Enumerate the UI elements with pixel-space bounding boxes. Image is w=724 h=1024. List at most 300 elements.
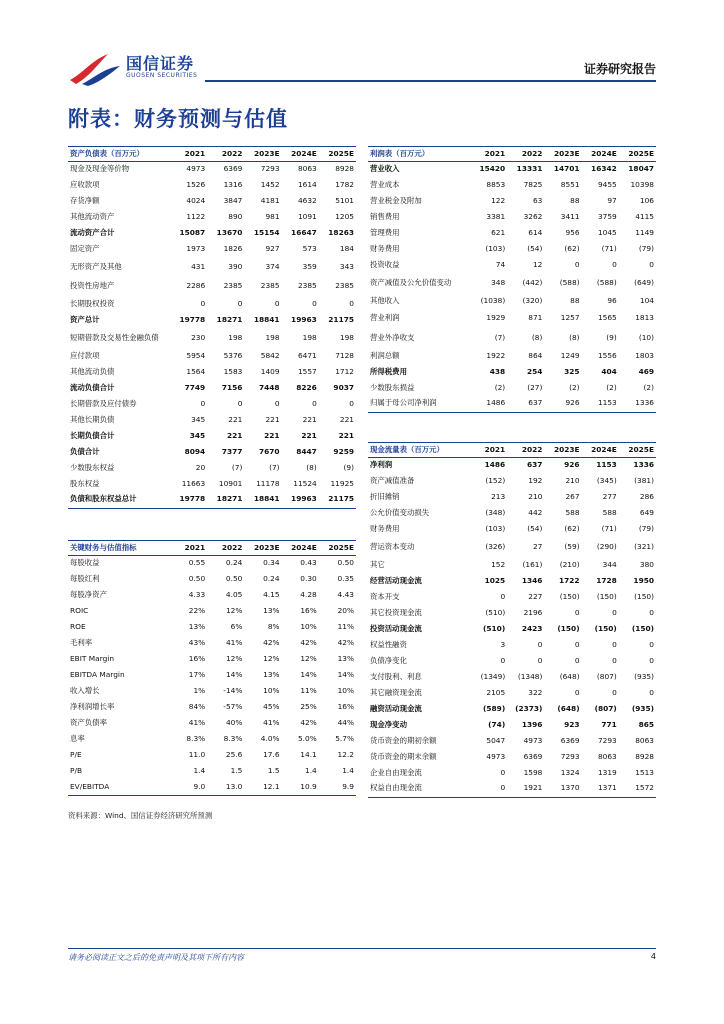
row-value: 0.50: [225, 574, 243, 584]
row-value: (150): [559, 591, 580, 601]
row-value: 0: [274, 299, 280, 309]
row-value: 0.50: [337, 558, 354, 568]
row-label: 负债合计: [70, 446, 100, 456]
row-label: EBITDA Margin: [70, 670, 125, 680]
row-value: 1614: [297, 180, 317, 190]
row-value: 4.05: [225, 590, 243, 600]
row-value: 588: [602, 508, 617, 518]
row-label: 存货净额: [70, 196, 100, 206]
row-value: 6369: [223, 164, 243, 174]
row-value: 14%: [300, 670, 317, 680]
table-row: [68, 748, 356, 764]
row-value: 871: [528, 313, 543, 323]
row-value: -14%: [223, 686, 243, 696]
row-label: 营运资本变动: [370, 541, 415, 551]
table-row: [68, 428, 356, 444]
row-value: 2286: [186, 281, 206, 291]
row-label: 负债净变化: [370, 655, 407, 665]
row-value: 19778: [170, 492, 207, 508]
row-value: 104: [639, 295, 654, 305]
row-value: (2): [606, 382, 617, 392]
row-label: P/E: [70, 750, 82, 760]
row-value: 0: [200, 299, 206, 309]
row-value: 10%: [337, 686, 354, 696]
row-value: 63: [532, 196, 543, 206]
row-value: 0: [649, 260, 654, 270]
row-label: 长期借款及应付债券: [70, 398, 137, 408]
row-value: 1396: [521, 719, 543, 729]
row-value: 8063: [635, 735, 654, 745]
row-value: 15087: [179, 228, 206, 238]
row-label: 现金净变动: [370, 719, 407, 729]
row-value: (589): [483, 703, 506, 713]
row-value: 0: [649, 655, 654, 665]
row-value: 14%: [337, 670, 354, 680]
year-header: 2022: [507, 147, 544, 162]
table-row: [368, 653, 656, 669]
row-value: 22%: [188, 606, 206, 616]
row-value: 8928: [635, 751, 654, 761]
row-value: 0: [612, 639, 617, 649]
row-value: 74: [495, 260, 506, 270]
row-value: (150): [594, 623, 617, 633]
row-label: 少数股东权益: [70, 462, 115, 472]
row-value: 11663: [181, 478, 206, 488]
row-label: 负债和股东权益总计: [68, 492, 170, 508]
row-value: 442: [528, 508, 543, 518]
row-label: 现金及现金等价物: [70, 164, 130, 174]
table-row: [68, 556, 356, 572]
table-title: 现金流量表（百万元）: [368, 443, 470, 458]
row-label: 权益自由现金流: [368, 781, 470, 797]
row-value: 221: [338, 430, 354, 440]
row-value: 981: [265, 212, 280, 222]
table-row: [368, 396, 656, 412]
row-value: 221: [228, 414, 243, 424]
row-label: 其他流动负债: [70, 366, 115, 376]
row-value: 42%: [337, 638, 354, 648]
row-value: 1583: [223, 366, 243, 376]
year-header: 2022: [507, 443, 544, 458]
row-label: 其他长期负债: [70, 414, 115, 424]
row-value: 8226: [296, 382, 317, 392]
row-label: 每股净资产: [70, 590, 107, 600]
row-value: 2423: [521, 623, 543, 633]
row-value: 221: [265, 414, 280, 424]
row-label: 所得税费用: [370, 366, 407, 376]
row-value: (103): [485, 244, 506, 254]
row-value: 198: [339, 332, 354, 342]
table-row: [68, 732, 356, 748]
row-value: (1038): [480, 295, 506, 305]
row-value: 1122: [186, 212, 206, 222]
row-value: 0: [649, 607, 654, 617]
table-title: 利润表（百万元）: [368, 147, 470, 162]
row-label: 长期负债合计: [70, 430, 115, 440]
table-row: [68, 396, 356, 412]
year-header: 2022: [207, 147, 244, 162]
row-value: 2385: [297, 281, 317, 291]
row-value: 438: [489, 366, 506, 376]
table-row: [68, 684, 356, 700]
row-label: 管理费用: [370, 228, 400, 238]
row-value: 13.0: [207, 780, 244, 796]
table-row: [68, 348, 356, 364]
row-label: 流动资产合计: [70, 228, 115, 238]
row-value: 1371: [582, 781, 619, 797]
row-value: 1319: [597, 767, 617, 777]
row-value: 12%: [225, 606, 243, 616]
table-row: [368, 538, 656, 558]
row-value: 12.2: [337, 750, 354, 760]
row-value: 8063: [597, 751, 617, 761]
row-value: (150): [557, 623, 580, 633]
row-value: 21175: [319, 492, 356, 508]
row-label: 利润总额: [370, 350, 400, 360]
row-value: (79): [638, 524, 654, 534]
row-value: 3847: [223, 196, 243, 206]
row-label: 营业利润: [370, 313, 400, 323]
row-value: 1565: [597, 313, 617, 323]
row-value: 4.33: [188, 590, 206, 600]
table-row: [68, 364, 356, 380]
row-value: (320): [522, 295, 543, 305]
row-value: 771: [601, 719, 617, 729]
balance-sheet-table: [68, 146, 356, 509]
table-row: [368, 329, 656, 349]
table-row: [368, 506, 656, 522]
row-value: 5.7%: [335, 734, 354, 744]
row-label: 营业税金及附加: [370, 196, 422, 206]
row-label: 营业收入: [370, 164, 400, 174]
row-value: 0: [612, 687, 617, 697]
row-value: 1813: [635, 313, 654, 323]
row-value: 1025: [484, 575, 506, 585]
table-row: [368, 194, 656, 210]
row-value: 956: [565, 228, 580, 238]
row-value: 286: [639, 492, 654, 502]
row-label: 财务费用: [370, 524, 400, 534]
row-value: 6%: [230, 622, 243, 632]
row-value: 12%: [263, 654, 280, 664]
row-value: 1153: [596, 460, 617, 470]
row-value: (103): [485, 524, 506, 534]
row-value: (807): [594, 703, 617, 713]
row-value: 0: [312, 299, 317, 309]
row-label: 股东权益: [70, 478, 100, 488]
row-value: (74): [488, 719, 506, 729]
year-header: 2023E: [544, 443, 581, 458]
row-value: (27): [527, 382, 543, 392]
row-value: 1712: [335, 366, 354, 376]
row-value: 210: [565, 476, 580, 486]
row-value: 10%: [300, 622, 317, 632]
table-row: [68, 716, 356, 732]
table-row: [68, 636, 356, 652]
row-value: 14%: [225, 670, 243, 680]
row-value: 1.5: [230, 766, 243, 776]
row-value: 3411: [560, 212, 580, 222]
table-header-row: [368, 147, 656, 162]
row-value: (648): [559, 671, 580, 681]
row-value: 0: [200, 398, 206, 408]
row-label: 少数股东损益: [370, 382, 415, 392]
row-value: 20: [195, 462, 206, 472]
page-title: 附表：财务预测与估值: [68, 107, 288, 131]
row-value: (7): [269, 462, 280, 472]
row-value: (649): [634, 277, 654, 287]
year-header: 2023E: [244, 147, 281, 162]
row-value: (150): [631, 623, 654, 633]
row-value: 1486: [470, 396, 507, 412]
row-value: 8551: [560, 180, 580, 190]
table-row: [368, 733, 656, 749]
row-label: 融资活动现金流: [370, 703, 422, 713]
table-row: [368, 605, 656, 621]
row-value: 431: [191, 261, 206, 271]
table-row: [368, 162, 656, 178]
row-value: 1.5: [267, 766, 280, 776]
row-value: 13%: [337, 654, 354, 664]
row-value: 926: [564, 460, 580, 470]
page-number: 4: [650, 952, 656, 961]
row-value: 1336: [619, 396, 656, 412]
row-value: 0: [649, 639, 654, 649]
row-value: 344: [602, 559, 617, 569]
row-value: 17%: [188, 670, 206, 680]
table-row: [68, 604, 356, 620]
row-value: 1316: [223, 180, 243, 190]
row-value: 10%: [263, 686, 280, 696]
row-value: 359: [302, 261, 317, 271]
row-value: 0.55: [188, 558, 206, 568]
row-label: 净利润增长率: [70, 702, 115, 712]
row-value: 7156: [221, 382, 243, 392]
row-value: 13%: [263, 670, 280, 680]
row-value: 1.4: [193, 766, 206, 776]
row-label: 企业自由现金流: [370, 767, 422, 777]
table-row: [368, 210, 656, 226]
logo-english-name: GUOSEN SECURITIES: [126, 72, 198, 79]
row-value: 1973: [186, 244, 206, 254]
table-row: [68, 572, 356, 588]
row-value: 0: [574, 639, 580, 649]
row-label: 收入增长: [70, 686, 100, 696]
report-type-label: 证券研究报告: [583, 62, 656, 76]
row-label: EBIT Margin: [70, 654, 115, 664]
row-value: 621: [491, 228, 506, 238]
row-value: 923: [564, 719, 580, 729]
row-value: 614: [528, 228, 543, 238]
row-value: 588: [565, 508, 580, 518]
row-value: 10.9: [282, 780, 319, 796]
row-value: 277: [602, 492, 617, 502]
key-ratios-table: [68, 540, 356, 796]
row-value: 0.34: [263, 558, 280, 568]
row-value: 43%: [188, 638, 206, 648]
row-value: 18271: [216, 315, 243, 325]
row-value: 19963: [291, 315, 317, 325]
row-value: 8853: [486, 180, 506, 190]
row-value: 8928: [335, 164, 354, 174]
table-row: [368, 685, 656, 701]
row-value: 41%: [188, 718, 206, 728]
table-row: [68, 194, 356, 210]
row-value: (161): [522, 559, 543, 569]
row-value: 16342: [591, 164, 617, 174]
row-value: 1%: [193, 686, 206, 696]
row-value: 348: [491, 277, 506, 287]
row-value: 0: [349, 398, 354, 408]
row-value: 192: [528, 476, 543, 486]
row-value: 40%: [225, 718, 243, 728]
row-value: 1336: [633, 460, 654, 470]
row-label: 净利润: [370, 460, 393, 470]
row-value: 4181: [260, 196, 280, 206]
row-label: 资本开支: [370, 591, 400, 601]
table-row: [68, 588, 356, 604]
row-value: 4115: [635, 212, 654, 222]
row-value: 8447: [296, 446, 317, 456]
row-value: 44%: [337, 718, 354, 728]
table-row: [368, 226, 656, 242]
row-value: 13670: [216, 228, 243, 238]
row-label: 货币资金的期末余额: [370, 751, 437, 761]
row-value: 12%: [225, 654, 243, 664]
row-value: (7): [494, 332, 506, 342]
row-value: 1826: [223, 244, 243, 254]
table-row: [368, 637, 656, 653]
row-value: 267: [565, 492, 580, 502]
row-label: 投资收益: [370, 260, 400, 270]
table-row: [368, 765, 656, 781]
row-value: (1348): [517, 671, 543, 681]
row-label: 营业外净收支: [370, 332, 415, 342]
row-value: 25.6: [225, 750, 243, 760]
row-value: 230: [191, 332, 206, 342]
row-value: 11524: [293, 478, 317, 488]
table-header-row: [68, 147, 356, 162]
row-label: ROE: [70, 622, 86, 632]
row-label: 其它投资现金流: [370, 607, 422, 617]
row-label: EV/EBITDA: [68, 780, 170, 796]
row-value: (71): [601, 524, 617, 534]
table-row: [68, 476, 356, 492]
year-header: 2021: [170, 147, 207, 162]
table-row: [368, 717, 656, 733]
row-value: 345: [191, 414, 206, 424]
row-value: -57%: [223, 702, 243, 712]
row-value: 5954: [186, 350, 206, 360]
row-label: 经营活动现金流: [370, 575, 422, 585]
row-value: 1556: [597, 350, 617, 360]
row-value: 213: [491, 492, 506, 502]
row-value: 106: [639, 196, 654, 206]
row-value: 0: [574, 260, 580, 270]
row-value: (381): [634, 476, 654, 486]
row-value: 0: [537, 655, 543, 665]
row-value: 12.1: [244, 780, 281, 796]
row-value: 4.15: [263, 590, 280, 600]
row-value: (8): [306, 462, 317, 472]
table-row: [68, 764, 356, 780]
row-value: 4632: [297, 196, 317, 206]
row-value: 1921: [507, 781, 544, 797]
row-value: 1782: [335, 180, 354, 190]
row-value: 13331: [516, 164, 543, 174]
row-label: 资产总计: [70, 315, 100, 325]
row-value: 1728: [596, 575, 617, 585]
row-value: 18271: [207, 492, 244, 508]
table-row: [368, 178, 656, 194]
row-value: (9): [343, 462, 354, 472]
row-value: (290): [596, 541, 617, 551]
row-value: 8063: [297, 164, 317, 174]
row-value: 41%: [263, 718, 280, 728]
row-value: 8.3%: [223, 734, 243, 744]
row-value: 18047: [628, 164, 654, 174]
row-value: 41%: [225, 638, 243, 648]
table-row: [368, 458, 656, 474]
table-row: [68, 242, 356, 258]
table-row: [368, 781, 656, 797]
row-label: 销售费用: [370, 212, 400, 222]
row-value: 45%: [263, 702, 280, 712]
row-value: (152): [485, 476, 506, 486]
table-row: [68, 258, 356, 278]
row-value: 0: [537, 639, 543, 649]
row-value: 4.0%: [260, 734, 280, 744]
row-value: 11%: [337, 622, 354, 632]
row-label: 流动负债合计: [70, 382, 115, 392]
row-value: 1564: [186, 366, 206, 376]
row-label: 每股收益: [70, 558, 100, 568]
row-label: 其它: [370, 559, 385, 569]
row-value: 0.43: [300, 558, 317, 568]
row-value: (54): [527, 244, 543, 254]
row-value: 1598: [523, 767, 543, 777]
row-value: 7293: [597, 735, 617, 745]
row-value: 0.35: [337, 574, 354, 584]
row-label: 应收款项: [70, 180, 100, 190]
row-value: 404: [601, 366, 617, 376]
row-value: 10398: [630, 180, 654, 190]
row-value: 198: [265, 332, 280, 342]
row-value: 7448: [259, 382, 280, 392]
table-row: [368, 522, 656, 538]
year-header: 2024E: [282, 541, 319, 556]
row-value: (588): [596, 277, 617, 287]
year-header: 2024E: [582, 147, 619, 162]
row-value: 0: [500, 767, 506, 777]
table-row: [68, 492, 356, 508]
row-value: 1149: [635, 228, 654, 238]
row-value: 14.1: [300, 750, 317, 760]
row-value: 221: [264, 430, 280, 440]
row-label: 长期股权投资: [70, 299, 115, 309]
row-value: 0: [470, 781, 507, 797]
row-value: (8): [569, 332, 580, 342]
row-value: 96: [607, 295, 617, 305]
table-row: [68, 700, 356, 716]
row-value: 890: [228, 212, 243, 222]
row-value: 865: [638, 719, 654, 729]
row-value: 210: [528, 492, 543, 502]
year-header: 2021: [470, 443, 507, 458]
table-row: [68, 620, 356, 636]
row-value: 343: [339, 261, 354, 271]
row-value: (326): [485, 541, 506, 551]
